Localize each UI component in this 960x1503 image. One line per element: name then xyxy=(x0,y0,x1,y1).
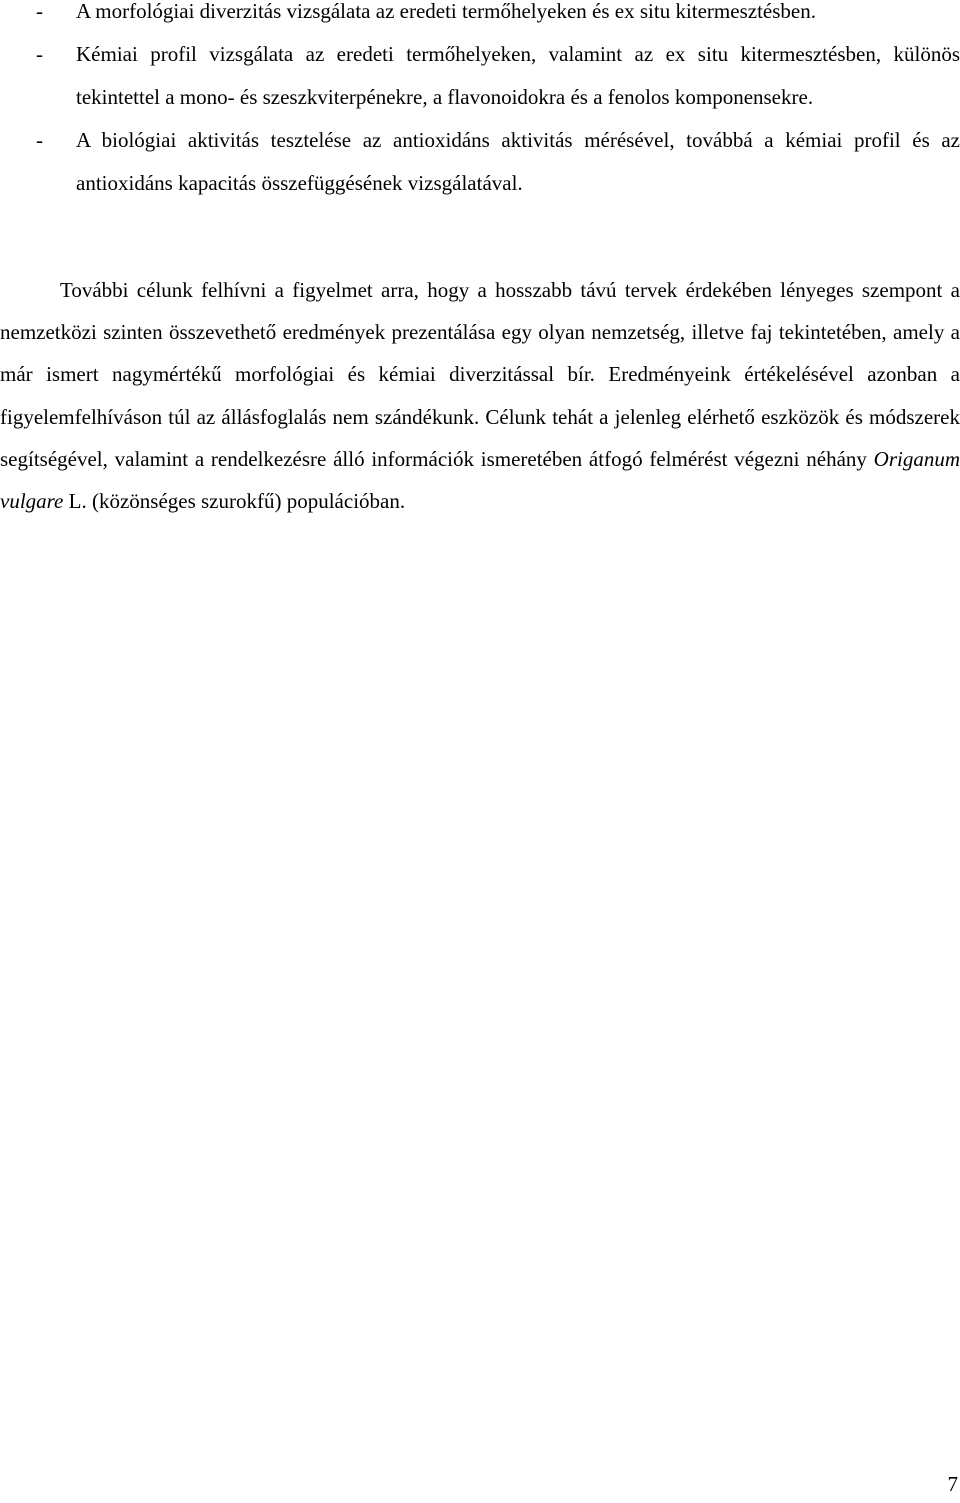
body-paragraph xyxy=(0,269,960,522)
list-item-text: Kémiai profil vizsgálata az eredeti termőhelyeken, valamint az ex situ kitermesztésben, különös tekintettel a mono- és szeszkviterpénekre, a flavonoidokra és a fenolos komponensekre. xyxy=(76,42,960,109)
list-item xyxy=(0,33,960,119)
bullet-dash: - xyxy=(36,42,43,66)
paragraph-text-part2: L. (közönséges szurokfű) populációban. xyxy=(63,489,406,514)
page-number: 7 xyxy=(947,1472,958,1496)
list-item-text: A morfológiai diverzitás vizsgálata az eredeti termőhelyeken és ex situ kitermesztésben. xyxy=(76,0,816,23)
list-item xyxy=(0,0,960,33)
bullet-dash: - xyxy=(36,128,43,152)
bullet-dash: - xyxy=(36,0,43,23)
objectives-list xyxy=(0,0,960,205)
species-name-italic: Origanum vulgare xyxy=(0,446,960,514)
list-item xyxy=(0,119,960,205)
list-item-text: A biológiai aktivitás tesztelése az antioxidáns aktivitás mérésével, továbbá a kémiai profil és az antioxidáns kapacitás összefüggésének vizsgálatával. xyxy=(76,128,960,195)
paragraph-text-part1: További célunk felhívni a figyelmet arra, hogy a hosszabb távú tervek érdekében lényeges szempont a nemzetközi szinten összevethető eredmények prezentálása egy olyan nemzetség, illetve faj tekintetében, amely a már ismert nagymértékű morfológiai és kémiai diverzitással bír. Eredményeink értékelésével azonban a figyelemfelhíváson túl az állásfoglalás nem szándékunk. Célunk tehát a jelenleg elérhető eszközök és módszerek segítségével, valamint a rendelkezésre álló információk ismeretében átfogó felmérést végezni néhány xyxy=(0,278,960,471)
